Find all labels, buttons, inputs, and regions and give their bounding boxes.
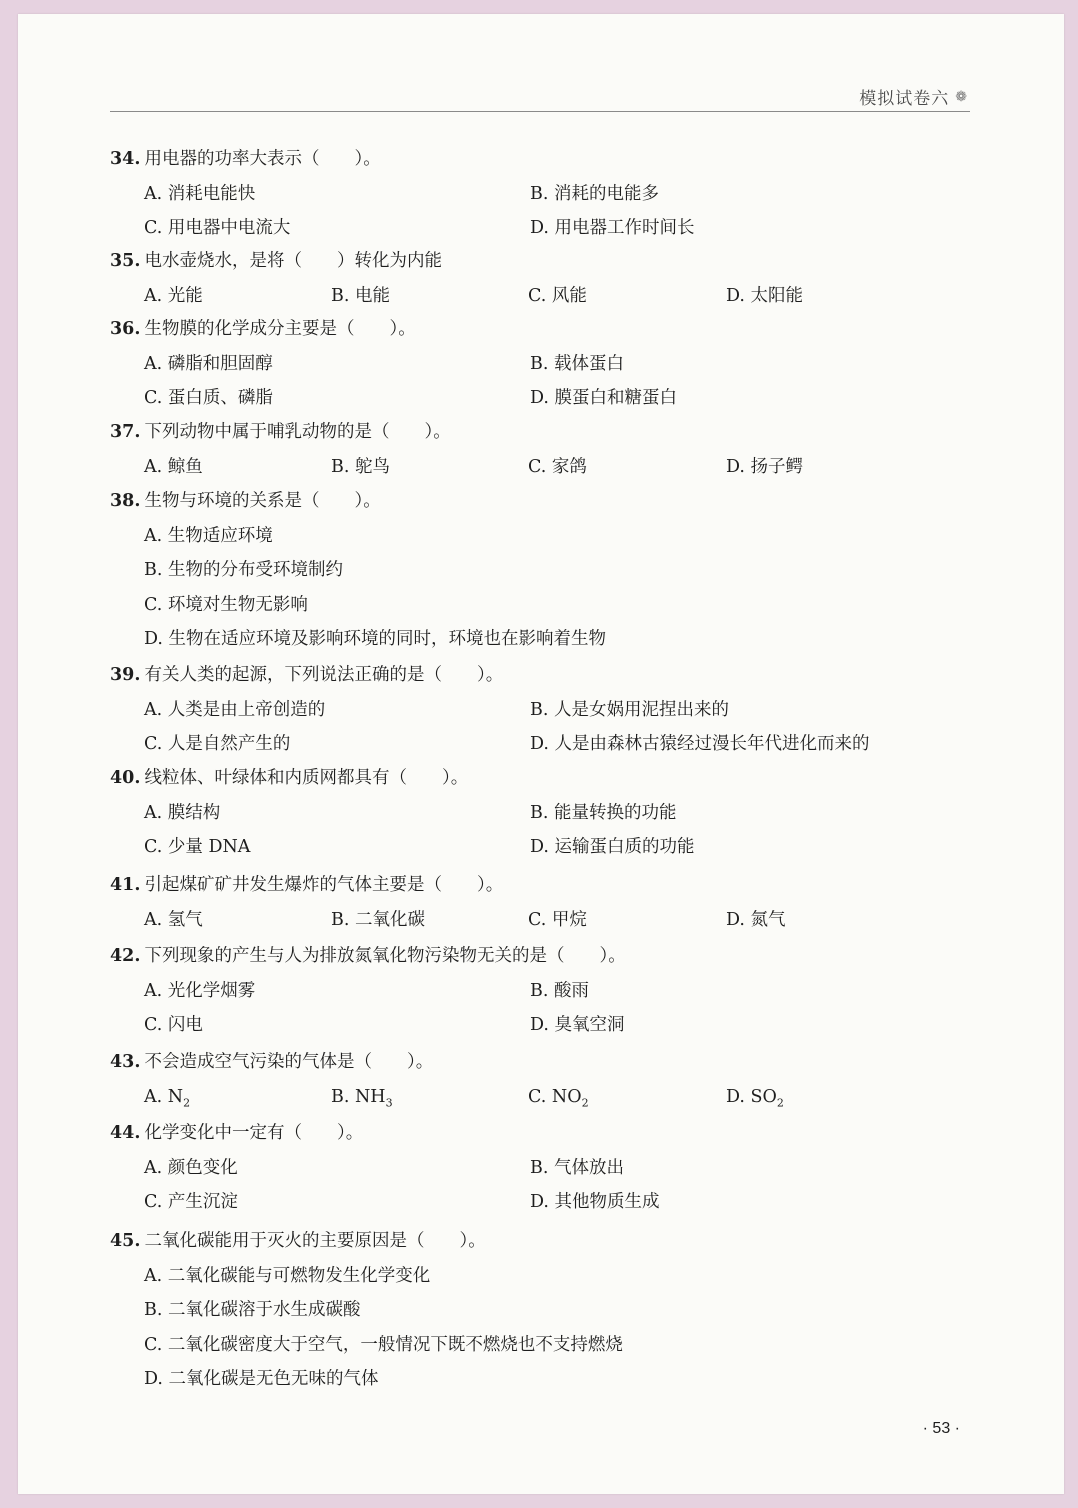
- question-number: 40.: [110, 768, 141, 788]
- answer-option: B. 电能: [331, 285, 390, 306]
- question-stem: [110, 1230, 486, 1252]
- answer-option: C. 人是自然产生的: [144, 734, 291, 754]
- answer-option: D. 太阳能: [726, 285, 804, 306]
- answer-option: A. 二氧化碳能与可燃物发生化学变化: [144, 1265, 431, 1286]
- answer-option: A. 生物适应环境: [144, 525, 273, 546]
- question-text: 用电器的功率大表示（ ）。: [144, 149, 381, 169]
- answer-option: A. 颜色变化: [144, 1157, 238, 1178]
- answer-option: B. 二氧化碳: [331, 909, 425, 930]
- answer-option: B. 鸵鸟: [331, 456, 390, 477]
- answer-option: C. 风能: [528, 285, 587, 306]
- question-number: 36.: [110, 319, 141, 339]
- answer-option: A. 氢气: [144, 909, 203, 930]
- question-stem: [110, 945, 626, 967]
- answer-option: B. 二氧化碳溶于水生成碳酸: [144, 1300, 361, 1320]
- answer-option: A. 人类是由上帝创造的: [144, 699, 326, 720]
- answer-option: [331, 1086, 393, 1115]
- question-number: 44.: [110, 1123, 141, 1143]
- question-stem: [110, 148, 381, 170]
- answer-option: D. 扬子鳄: [726, 456, 804, 477]
- option-label: C. NO: [528, 1086, 582, 1107]
- answer-option: D. 运输蛋白质的功能: [530, 837, 695, 857]
- answer-option: D. 其他物质生成: [530, 1192, 660, 1212]
- answer-option: B. 能量转换的功能: [530, 802, 677, 823]
- answer-option: D. 用电器工作时间长: [530, 218, 695, 238]
- question-stem: [110, 664, 503, 686]
- answer-option: B. 载体蛋白: [530, 353, 624, 374]
- answer-option: C. 用电器中电流大: [144, 218, 291, 238]
- page-header: [859, 84, 968, 109]
- answer-option: B. 人是女娲用泥捏出来的: [530, 699, 729, 720]
- question-text: 生物与环境的关系是（ ）。: [144, 491, 381, 511]
- question-stem: [110, 318, 416, 340]
- answer-option: C. 甲烷: [528, 909, 587, 930]
- question-number: 41.: [110, 875, 141, 895]
- question-number: 38.: [110, 491, 141, 511]
- question-stem: [110, 421, 451, 443]
- answer-option: D. 臭氧空洞: [530, 1015, 625, 1035]
- header-title: 模拟试卷六: [859, 89, 950, 109]
- answer-option: C. 产生沉淀: [144, 1192, 238, 1212]
- option-subscript: 3: [385, 1096, 393, 1109]
- question-number: 39.: [110, 665, 141, 685]
- question-stem: [110, 874, 503, 896]
- question-text: 电水壶烧水，是将（ ）转化为内能: [144, 251, 442, 271]
- answer-option: D. 二氧化碳是无色无味的气体: [144, 1369, 379, 1389]
- answer-option: A. 光化学烟雾: [144, 980, 256, 1001]
- question-text: 线粒体、叶绿体和内质网都具有（ ）。: [144, 768, 469, 788]
- question-stem: [110, 1122, 363, 1144]
- question-number: 35.: [110, 251, 141, 271]
- option-label: D. SO: [726, 1086, 777, 1107]
- question-number: 43.: [110, 1052, 141, 1072]
- option-subscript: 2: [581, 1096, 589, 1109]
- answer-option: B. 生物的分布受环境制约: [144, 560, 343, 580]
- exam-page: [18, 14, 1064, 1494]
- answer-option: B. 酸雨: [530, 980, 589, 1001]
- answer-option: B. 消耗的电能多: [530, 183, 659, 204]
- answer-option: [528, 1086, 589, 1115]
- option-label: A. N: [144, 1086, 184, 1107]
- answer-option: C. 闪电: [144, 1015, 203, 1035]
- header-rule: [110, 111, 970, 112]
- question-text: 下列动物中属于哺乳动物的是（ ）。: [144, 422, 451, 442]
- answer-option: D. 生物在适应环境及影响环境的同时，环境也在影响着生物: [144, 629, 607, 649]
- question-text: 不会造成空气污染的气体是（ ）。: [144, 1052, 434, 1072]
- flower-ornament-icon: ❁: [955, 88, 968, 105]
- answer-option: C. 少量 DNA: [144, 837, 251, 857]
- option-subscript: 2: [776, 1096, 784, 1109]
- answer-option: A. 膜结构: [144, 802, 221, 823]
- answer-option: A. 光能: [144, 285, 203, 306]
- question-number: 37.: [110, 422, 141, 442]
- answer-option: B. 气体放出: [530, 1157, 624, 1178]
- question-stem: [110, 250, 442, 272]
- question-text: 化学变化中一定有（ ）。: [144, 1123, 364, 1143]
- option-label: B. NH: [331, 1086, 386, 1107]
- answer-option: C. 环境对生物无影响: [144, 594, 308, 615]
- answer-option: D. 人是由森林古猿经过漫长年代进化而来的: [530, 734, 870, 754]
- answer-option: C. 家鸽: [528, 456, 587, 477]
- question-text: 下列现象的产生与人为排放氮氧化物污染物无关的是（ ）。: [144, 946, 626, 966]
- question-stem: [110, 490, 381, 512]
- answer-option: A. 鲸鱼: [144, 456, 203, 477]
- question-number: 34.: [110, 149, 141, 169]
- option-subscript: 2: [183, 1096, 191, 1109]
- answer-option: C. 二氧化碳密度大于空气，一般情况下既不燃烧也不支持燃烧: [144, 1334, 623, 1355]
- question-number: 42.: [110, 946, 141, 966]
- question-text: 生物膜的化学成分主要是（ ）。: [144, 319, 416, 339]
- page-number: · 53 ·: [922, 1420, 960, 1437]
- answer-option: [144, 1086, 190, 1115]
- question-stem: [110, 767, 468, 789]
- question-text: 有关人类的起源，下列说法正确的是（ ）。: [144, 665, 504, 685]
- answer-option: D. 膜蛋白和糖蛋白: [530, 388, 678, 408]
- question-stem: [110, 1051, 433, 1073]
- answer-option: [726, 1086, 784, 1115]
- answer-option: D. 氮气: [726, 909, 786, 930]
- answer-option: C. 蛋白质、磷脂: [144, 388, 273, 408]
- question-text: 二氧化碳能用于灭火的主要原因是（ ）。: [144, 1231, 486, 1251]
- answer-option: A. 磷脂和胆固醇: [144, 353, 273, 374]
- question-number: 45.: [110, 1231, 141, 1251]
- question-text: 引起煤矿矿井发生爆炸的气体主要是（ ）。: [144, 875, 504, 895]
- answer-option: A. 消耗电能快: [144, 183, 256, 204]
